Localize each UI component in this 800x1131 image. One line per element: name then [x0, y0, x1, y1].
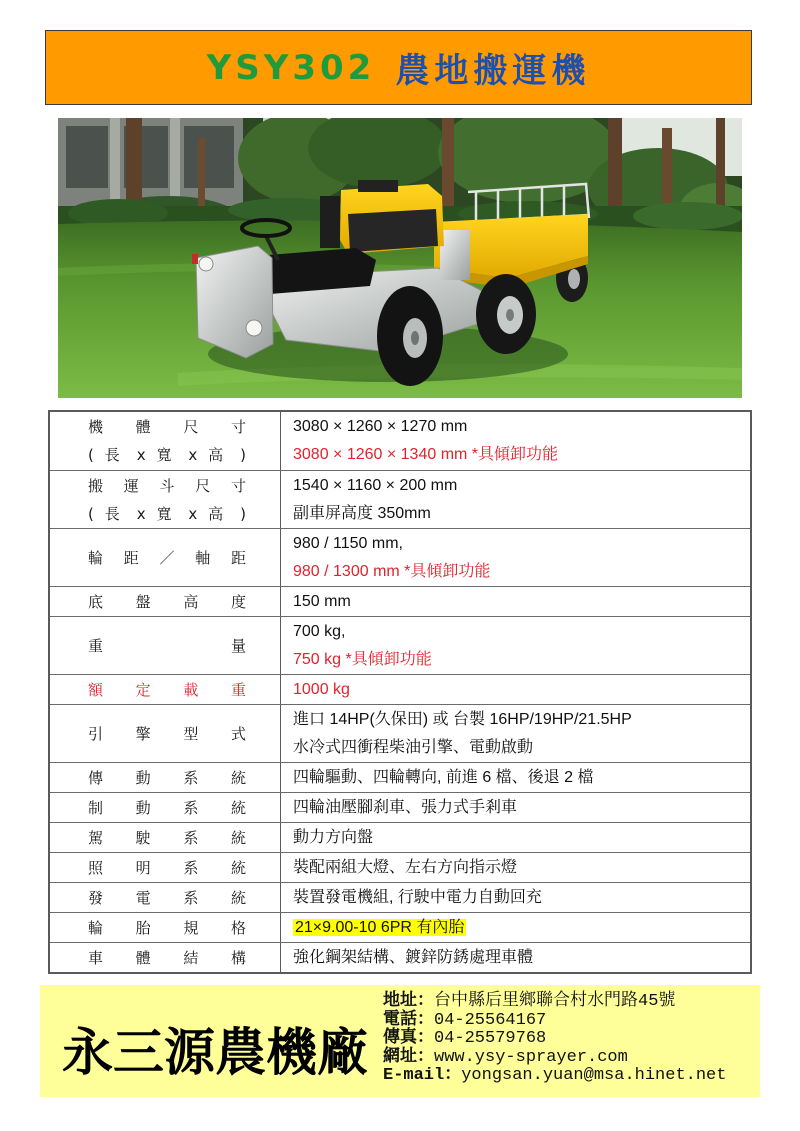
spec-value: 副車屏高度 350mm: [293, 504, 431, 522]
spec-value-cell: [281, 587, 750, 616]
spec-row-tires: [50, 912, 750, 942]
spec-label-cell: [50, 587, 281, 616]
spec-value: 強化鋼架結構、鍍鋅防銹處理車體: [293, 948, 534, 966]
spec-value: 980 / 1150 mm,: [293, 534, 403, 552]
spec-value-cell: [281, 675, 750, 704]
spec-value-cell: [281, 617, 750, 674]
headlight: [199, 257, 213, 271]
spec-row-rated-load: [50, 674, 750, 704]
spec-label: 引 擎 型 式: [88, 724, 246, 743]
company-name: 永三源農機廠: [62, 1023, 369, 1083]
contact-value: 04-25564167: [434, 1010, 547, 1030]
contact-email: [383, 1067, 726, 1086]
spec-label-cell: [50, 412, 281, 470]
contact-value: www.ysy-sprayer.com: [434, 1047, 628, 1067]
spec-label: 輪 胎 規 格: [88, 918, 246, 937]
spec-value-cell: [281, 705, 750, 762]
spec-value: 3080 × 1260 × 1270 mm: [293, 418, 468, 435]
contact-fax: [383, 1030, 726, 1049]
spec-label-cell: [50, 471, 281, 528]
spec-row-engine: [50, 704, 750, 762]
spec-label-cell: [50, 705, 281, 762]
headlight: [246, 320, 262, 336]
model-number: YSY302: [206, 47, 376, 88]
spec-row-body-structure: [50, 942, 750, 972]
contact-label: 地址：: [383, 992, 434, 1011]
air-filter: [320, 196, 340, 248]
product-photo: [58, 118, 742, 398]
spec-value-cell: [281, 412, 750, 470]
spec-row-steering: [50, 822, 750, 852]
spec-label-cell: [50, 675, 281, 704]
spec-value: 動力方向盤: [293, 828, 374, 846]
spec-value-highlighted: 21×9.00-10 6PR 有內胎: [295, 918, 465, 936]
title-banner: [45, 30, 752, 105]
spec-value-cell: [281, 883, 750, 912]
spec-value: 裝配兩組大燈、左右方向指示燈: [293, 858, 518, 876]
spec-row-transmission: [50, 762, 750, 792]
spec-label-cell: [50, 853, 281, 882]
spec-label: 駕 駛 系 統: [88, 828, 246, 847]
spec-value-cell: [281, 763, 750, 792]
spec-label: 底 盤 高 度: [88, 592, 246, 611]
spec-value-cell: [281, 823, 750, 852]
spec-label-cell: [50, 529, 281, 586]
spec-label-cell: [50, 793, 281, 822]
spec-value-cell: [281, 471, 750, 528]
spec-label: 制 動 系 統: [88, 798, 246, 817]
spec-label: 額 定 載 重: [88, 680, 246, 699]
spec-value-cell: [281, 943, 750, 972]
spec-row-track-wheelbase: [50, 528, 750, 586]
spec-table: [48, 410, 752, 974]
spec-label-cell: [50, 883, 281, 912]
spec-label-cell: [50, 617, 281, 674]
contact-label: 網址：: [383, 1047, 434, 1067]
spec-row-weight: [50, 616, 750, 674]
spec-label: 輪 距 ／ 軸 距: [88, 548, 246, 567]
contact-address: [383, 993, 726, 1012]
spec-row-body-size: [50, 412, 750, 470]
spec-label: 機 體 尺 寸: [88, 418, 246, 436]
contact-label: 傳真：: [383, 1029, 434, 1048]
spec-value: 四輪驅動、四輪轉向, 前進 6 檔、後退 2 檔: [293, 768, 594, 786]
contact-label: E-mail：: [383, 1066, 462, 1085]
spec-label: 搬 運 斗 尺 寸: [88, 476, 246, 495]
spec-label: 車 體 結 構: [88, 948, 246, 967]
spec-sublabel: ( 長 x 寬 x 高 ): [88, 446, 246, 464]
spec-value-cell: [281, 913, 750, 942]
spec-sublabel: ( 長 x 寬 x 高 ): [88, 504, 246, 523]
spec-value: 700 kg,: [293, 622, 346, 640]
spec-value: 裝置發電機組, 行駛中電力自動回充: [293, 888, 542, 906]
contact-value: 04-25579768: [434, 1029, 547, 1048]
spec-value: 四輪油壓腳刹車、張力式手剎車: [293, 798, 518, 816]
spec-value-wrapper: [293, 914, 750, 942]
spec-label: 發 電 系 統: [88, 888, 246, 907]
spec-value: 水冷式四衝程柴油引擎、電動啟動: [293, 738, 534, 756]
spec-label: 傳 動 系 統: [88, 768, 246, 787]
spec-label-cell: [50, 823, 281, 852]
contact-website: [383, 1049, 726, 1068]
spec-row-ground-clearance: [50, 586, 750, 616]
spec-value-cell: [281, 793, 750, 822]
contact-value: 台中縣后里鄉聯合村水門路45號: [434, 992, 676, 1011]
spec-value-cell: [281, 529, 750, 586]
spec-label-cell: [50, 913, 281, 942]
contact-phone: [383, 1012, 726, 1031]
contact-value: yongsan.yuan@msa.hinet.net: [461, 1066, 727, 1085]
contact-block: [383, 993, 726, 1086]
spec-label-cell: [50, 763, 281, 792]
company-footer: [40, 985, 760, 1097]
spec-row-brakes: [50, 792, 750, 822]
spec-value: 進口 14HP(久保田) 或 台製 16HP/19HP/21.5HP: [293, 710, 632, 728]
spec-value-cell: [281, 853, 750, 882]
spec-row-generator: [50, 882, 750, 912]
spec-value-dump-option: 750 kg *具傾卸功能: [293, 650, 432, 668]
spec-value: 1540 × 1160 × 200 mm: [293, 476, 458, 494]
spec-label: 照 明 系 統: [88, 858, 246, 877]
spec-value-dump-option: 980 / 1300 mm *具傾卸功能: [293, 562, 491, 580]
spec-label-cell: [50, 943, 281, 972]
product-name: 農地搬運機: [395, 51, 591, 91]
spec-value: 150 mm: [293, 592, 351, 610]
spec-row-lighting: [50, 852, 750, 882]
spec-row-bed-size: [50, 470, 750, 528]
contact-label: 電話：: [383, 1010, 434, 1030]
spec-value: 1000 kg: [293, 680, 350, 698]
spec-value-dump-option: 3080 × 1260 × 1340 mm *具傾卸功能: [293, 446, 559, 463]
spec-label: 重 量: [88, 636, 246, 655]
